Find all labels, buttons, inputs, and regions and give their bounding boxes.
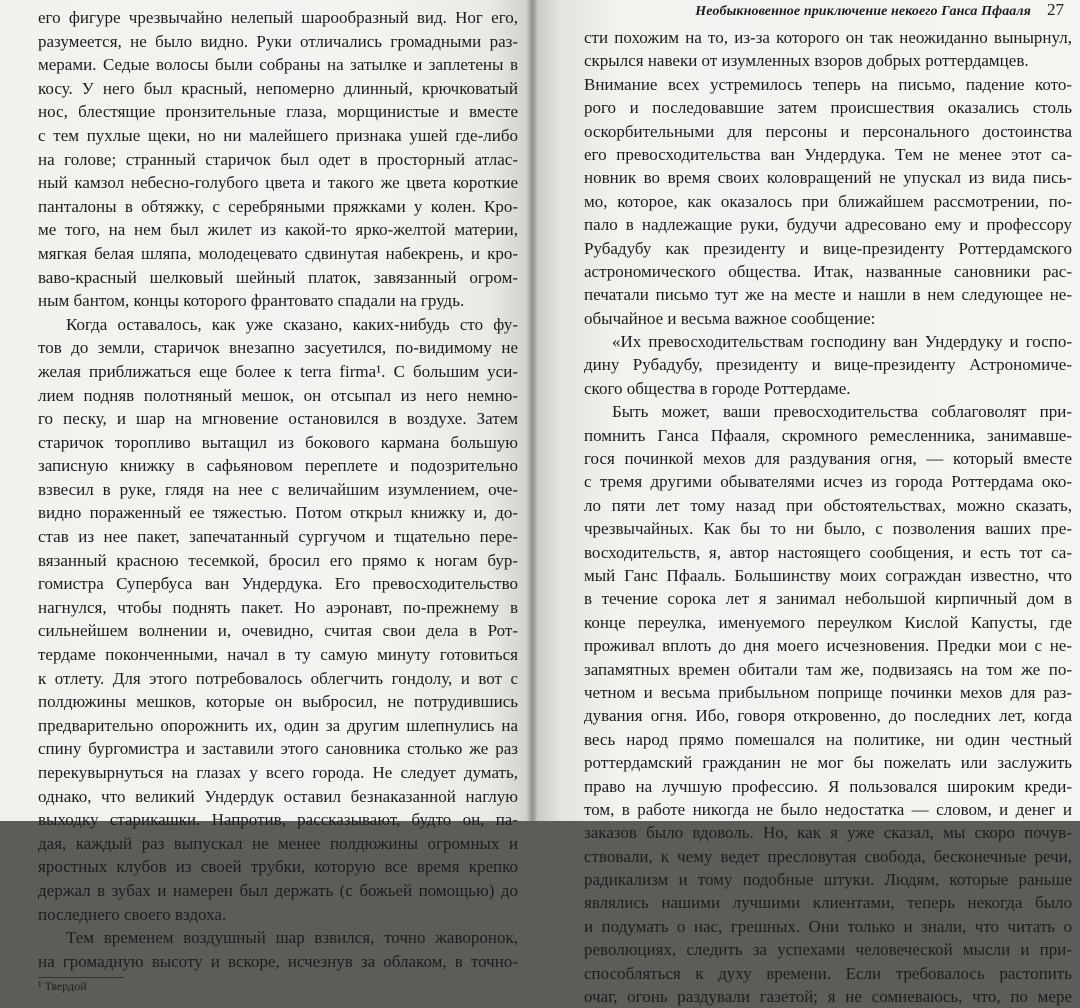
text-line: взвесил в руке, глядя на нее с величайшим изумлением, оче- — [38, 479, 518, 499]
text-line: го песку, и шар на мгновение остановился в воздухе. Затем — [38, 409, 518, 429]
left-page-text — [38, 6, 518, 973]
text-line: ствовали, к чему ведет пресловутая свобода, бесконечные речи, — [584, 846, 1072, 866]
text-line: радикализм и тому подобные штуки. Людям, которые раньше — [584, 870, 1072, 890]
text-line: новник во время своих коловращений не упускал из вида пись- — [584, 168, 1072, 188]
text-line: право на лучшую профессию. Я пользовался широким креди- — [584, 776, 1072, 796]
text-line: разумеется, не было видно. Руки отличались громадными раз- — [38, 31, 518, 51]
text-line: дину Рубадубу, президенту и вице-президенту Астрономиче- — [584, 355, 1072, 375]
text-line: «Их превосходительствам господину ван Ундердуку и госпо- — [612, 332, 1072, 352]
text-line: тердаме поконченными, начал в ту самую минуту готовиться — [38, 645, 518, 665]
text-line: мягкая белая шляпа, молодецевато сдвинутая набекрень, и кро- — [38, 243, 518, 263]
text-line: мерами. Седые волосы были собраны на затылке и заплетены в — [38, 55, 518, 75]
text-line: вязанный красною тесемкой, бросил его прямо к ногам бур- — [38, 550, 518, 570]
text-line: чрезвычайных. Как бы то ни было, с позволения ваших пре- — [584, 519, 1072, 539]
text-line: нос, блестящие пронзительные глаза, морщинистые и вместе — [38, 102, 518, 122]
text-line: полдюжины мешков, которые он выбросил, не потрудившись — [38, 692, 518, 712]
running-head — [584, 0, 1072, 20]
text-line: астрономического общества. Итак, названные сановники рас- — [584, 261, 1072, 281]
text-line: весь народ прямо помешался на политике, ни один честный — [584, 729, 1072, 749]
text-line: том, в работе никогда не было недостатка — словом, и денег и — [584, 799, 1072, 819]
text-line: пало в надлежащие руки, будучи адресовано ему и профессору — [584, 215, 1072, 235]
text-line: ме того, на нем был жилет из какой-то ярко-желтой материи, — [38, 220, 518, 240]
text-line: записную книжку в сафьяновом переплете и подозрительно — [38, 456, 518, 476]
text-line: нагнулся, чтобы поднять пакет. Но аэронавт, по-прежнему в — [38, 597, 518, 617]
text-line: способляться к духу времени. Если требовалось растопить — [584, 963, 1072, 983]
text-line: предварительно опорожнить их, один за другим шлепнулись на — [38, 715, 518, 735]
text-line: последнего своего вздоха. — [38, 904, 227, 924]
text-line: видно пораженный ее тяжестью. Потом открыл книжку и, до- — [38, 503, 518, 523]
book-gutter — [526, 0, 538, 821]
text-line: выходку старикашки. Напротив, рассказывают, будто он, па- — [38, 810, 518, 830]
text-line: став из нее пакет, запечатанный сургучом и тщательно пере- — [38, 527, 518, 547]
text-line: ный камзол небесно-голубого цвета и такого же цвета короткие — [38, 173, 518, 193]
text-line: мый Ганс Пфааль. Большинству моих сограждан известно, что — [584, 565, 1072, 585]
text-line: мо, которое, как оказалось при ближайшем рассмотрении, по- — [584, 191, 1072, 211]
text-line: заказов было вдоволь. Но, как я уже сказал, мы скоро почув- — [584, 823, 1072, 843]
text-line: однако, что великий Ундердук оставил безнаказанной наглую — [38, 786, 518, 806]
text-line: рого и последовавшие затем происшествия оказались столь — [584, 98, 1072, 118]
footnote-rule — [38, 977, 124, 978]
text-line: ло пяти лет тому назад при обстоятельствах, можно сказать, — [584, 495, 1072, 515]
text-line: гомистра Супербуса ван Ундердука. Его превосходительство — [38, 574, 518, 594]
text-line: ным бантом, концы которого франтовато спадали на грудь. — [38, 291, 465, 311]
text-line: на голове; странный старичок был одет в просторный атлас- — [38, 149, 518, 169]
text-line: Быть может, ваши превосходительства соблаговолят при- — [612, 402, 1072, 422]
text-line: оскорбительными для персоны и персонального достоинства — [584, 121, 1072, 141]
text-line: яростных клубов из своей трубки, которую все время крепко — [38, 857, 518, 877]
text-line: панталоны в обтяжку, с серебряными пряжками у колен. Кро- — [38, 196, 518, 216]
page-number: 27 — [1047, 0, 1064, 19]
text-line: Тем временем воздушный шар взвился, точно жаворонок, — [66, 928, 518, 948]
text-line: держал в зубах и намерен был держать (с божьей помощью) до — [38, 880, 518, 900]
text-line: проживал вплоть до дня моего исчезновения. Предки мои с не- — [584, 636, 1072, 656]
text-line: старичок торопливо вытащил из бокового кармана большую — [38, 432, 518, 452]
text-line: сильнейшем волнении и, очевидно, считая свои дела в Рот- — [38, 621, 518, 641]
text-line: его превосходительства ван Ундердука. Тем не менее этот са- — [584, 144, 1072, 164]
text-line: запамятных времен обитали там же, подвизаясь на том же по- — [584, 659, 1072, 679]
text-line: и подумать о нас, грешных. Они только и знали, что читать о — [584, 916, 1072, 936]
text-line: его фигуре чрезвычайно нелепый шарообразный вид. Ног его, — [38, 8, 518, 27]
text-line: в течение сорока лет я занимал небольшой кирпичный дом в — [584, 589, 1072, 609]
text-line: к отлету. Для этого потребовалось облегчить гондолу, и вот с — [38, 668, 518, 688]
text-line: Внимание всех устремилось теперь на письмо, падение кото- — [584, 74, 1072, 94]
right-page — [532, 0, 1080, 1007]
text-line: печатали письмо тут же на месте и нашли в нем следующее не- — [584, 285, 1072, 305]
text-line: являлись нашими лучшими клиентами, теперь некогда было — [584, 893, 1072, 913]
text-line: дая, каждый раз выпускал не менее полдюжины огромных и — [38, 833, 518, 853]
text-line: лием подняв полотняный мешок, он отсыпал из него немно- — [38, 385, 518, 405]
left-page — [0, 0, 532, 994]
footnote: ¹ Твердой — [38, 979, 87, 994]
text-line: тов до земли, старичок внезапно засуетился, по-видимому не — [38, 338, 518, 358]
text-line: ского общества в городе Роттердаме. — [584, 378, 851, 398]
text-line: перекувырнуться на глазах у всего города. Не следует думать, — [38, 763, 518, 782]
right-page-text — [584, 26, 1072, 1008]
text-line: дувания огня. Ибо, говоря откровенно, до последних лет, когда — [584, 706, 1072, 726]
text-line: скрылся навеки от изумленных взоров добрых роттердамцев. — [584, 51, 1029, 71]
text-line: с тремя другими обывателями исчез из города Роттердама око- — [584, 472, 1072, 492]
text-line: желая приближаться еще более к terra firma¹. С большим уси- — [38, 361, 518, 381]
text-line: спину бургомистра и заставили этого сановника столько же раз — [38, 739, 518, 759]
text-line: Когда оставалось, как уже сказано, каких-нибудь сто фу- — [66, 314, 518, 334]
text-line: гося починкой мехов для раздувания огня, — который вместе — [584, 449, 1072, 469]
text-line: революциях, следить за успехами человеческой мысли и при- — [584, 940, 1072, 960]
text-line: конце переулка, именуемого переулком Кислой Капусты, где — [584, 612, 1072, 632]
text-line: восходительств, я, автор настоящего сообщения, и есть тот са- — [584, 542, 1072, 562]
text-line: помнить Ганса Пфааля, скромного ремесленника, занимавше- — [584, 425, 1072, 445]
text-line: на громадную высоту и вскоре, исчезнув за облаком, в точно- — [38, 951, 518, 971]
text-line: ваво-красный шелковый шейный платок, завязанный огром- — [38, 267, 518, 287]
text-line: сти похожим на то, из-за которого он так неожиданно вынырнул, — [584, 28, 1072, 47]
text-line: обычайное и весьма важное сообщение: — [584, 308, 876, 328]
text-line: Рубадубу как президенту и вице-президенту Роттердамского — [584, 238, 1072, 258]
text-line: четном и весьма прибыльном поприще починки мехов для раз- — [584, 682, 1072, 702]
text-line: роттердамский гражданин не мог бы пожелать или заслужить — [584, 753, 1072, 773]
text-line: косу. У него был красный, непомерно длинный, крючковатый — [38, 78, 518, 98]
text-line: с тем пухлые щеки, но ни малейшего признака ушей где-либо — [38, 125, 518, 145]
running-title: Необыкновенное приключение некоего Ганса Пфааля — [695, 4, 1031, 19]
text-line: очаг, огонь раздували газетой; я не сомневаюсь, что, по мере — [584, 987, 1072, 1007]
